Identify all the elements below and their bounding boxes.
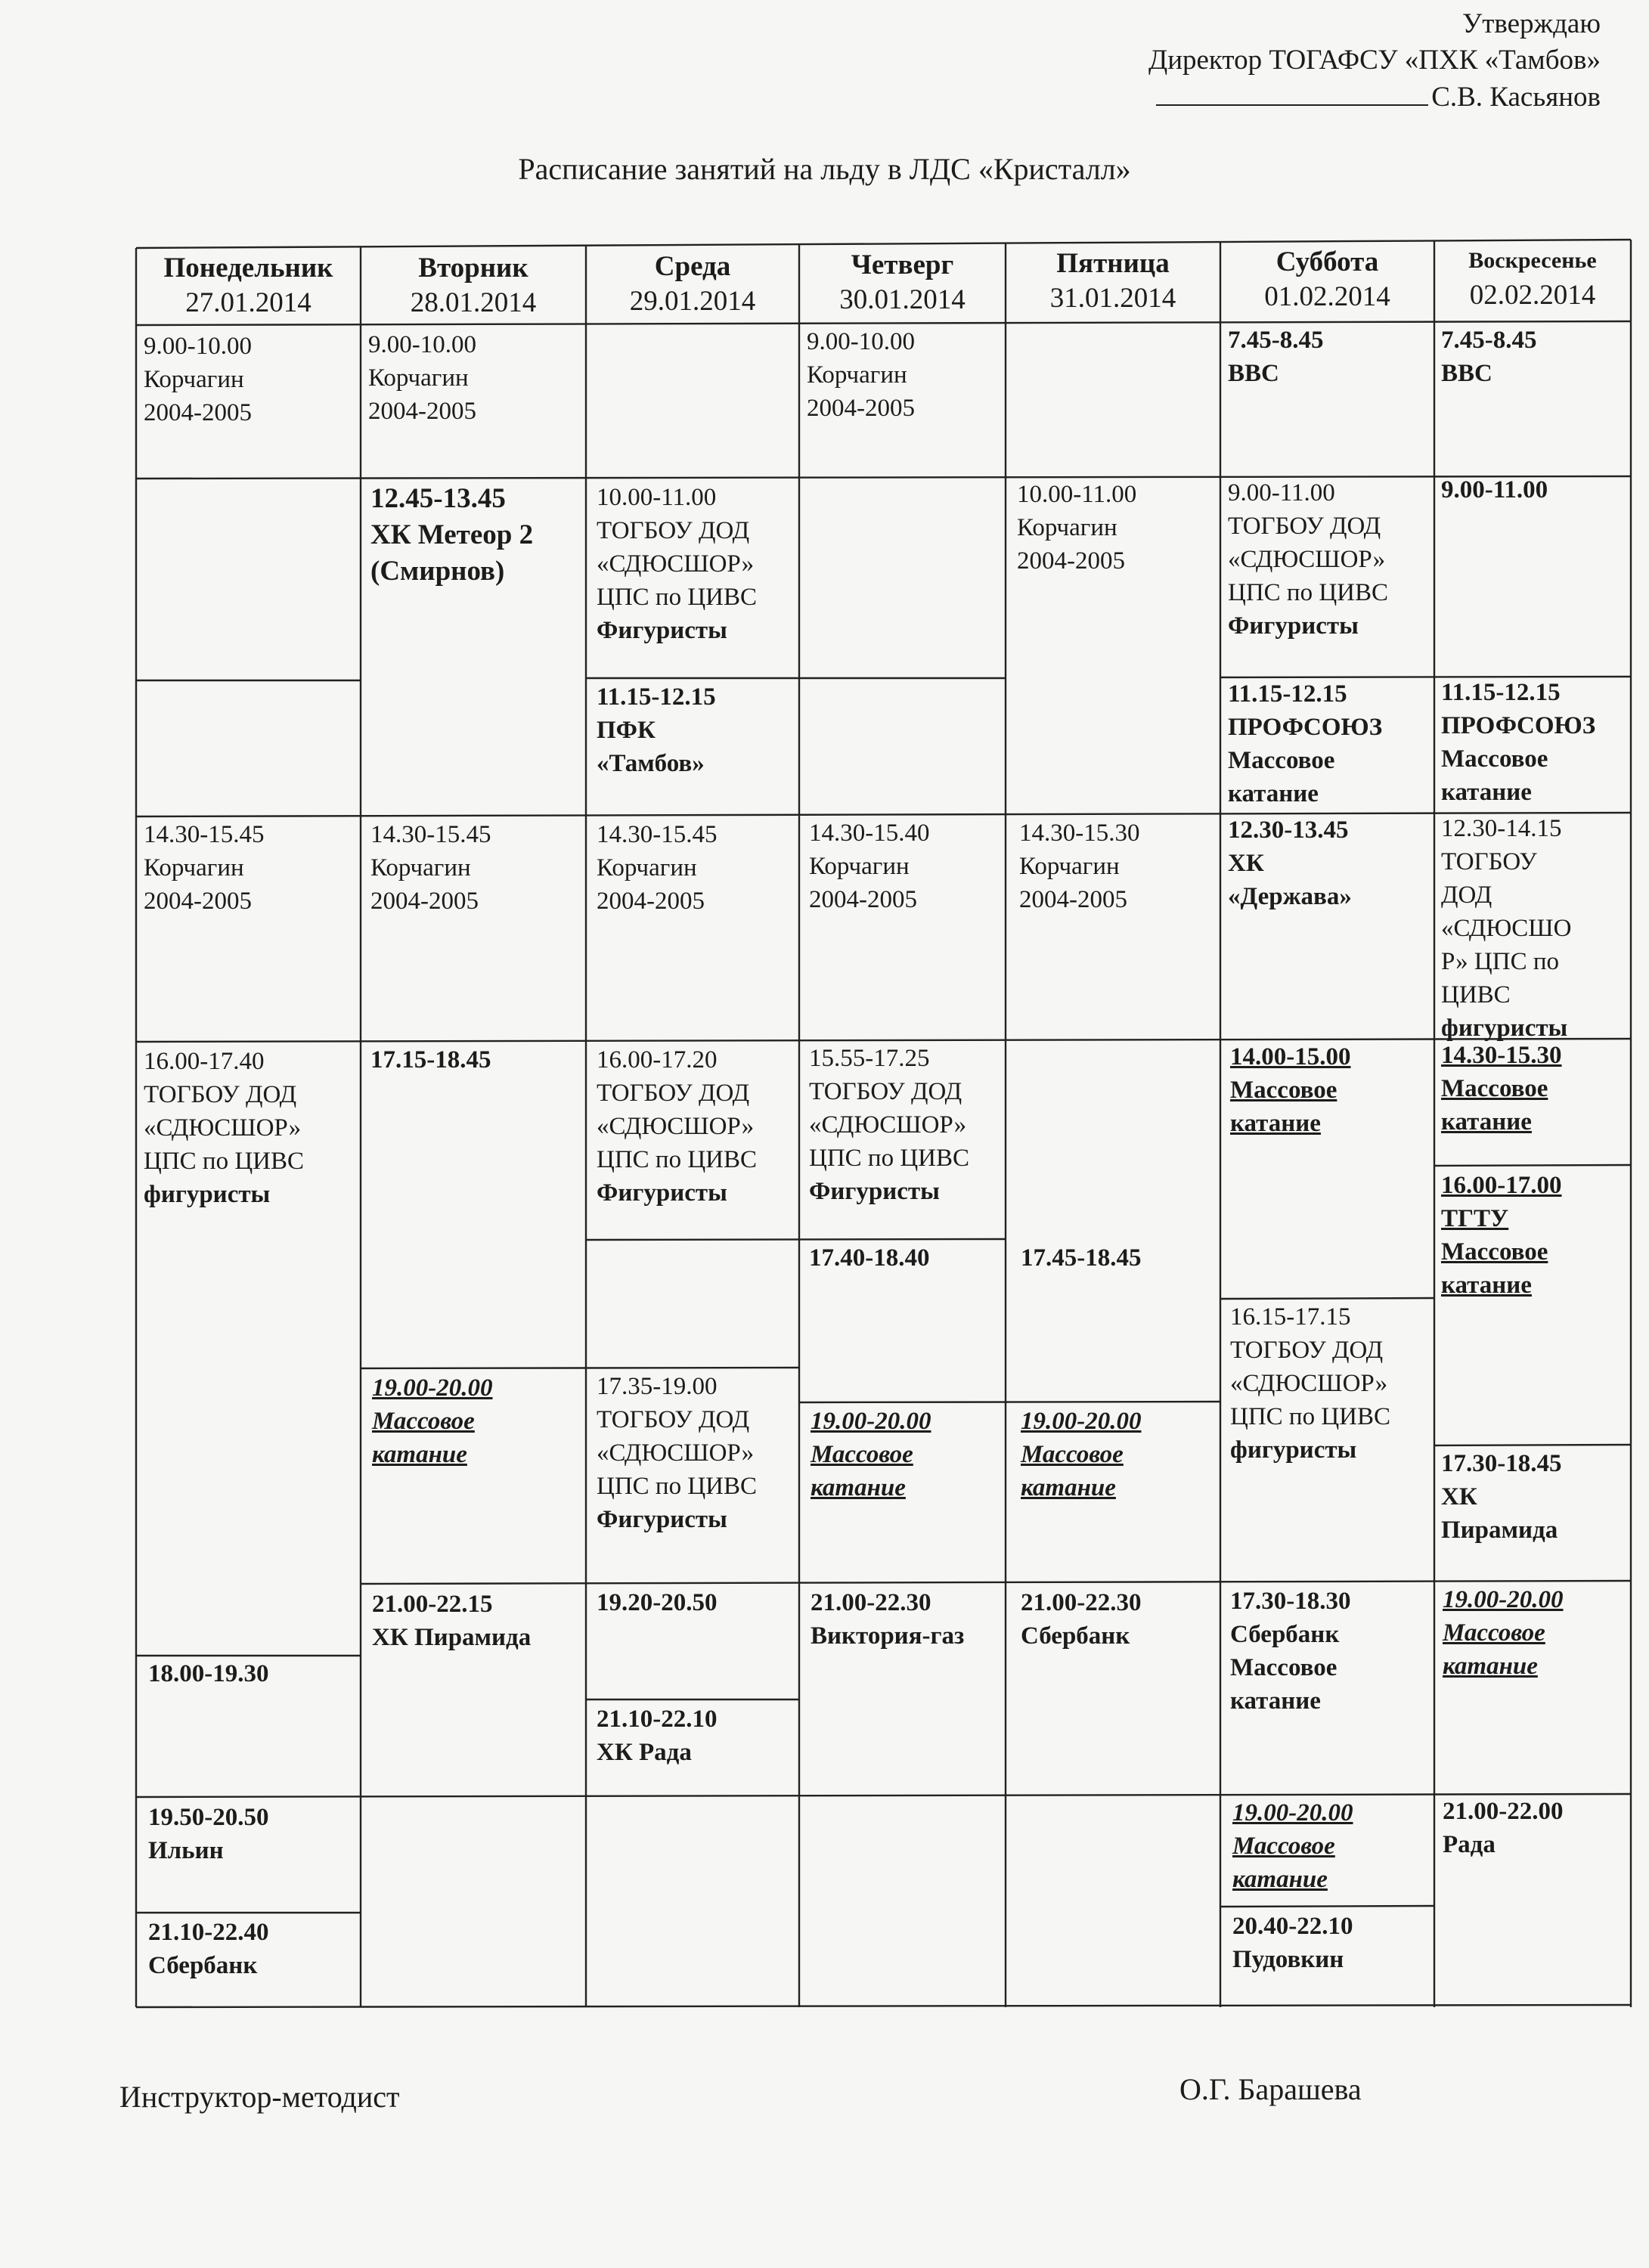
session-fri-4 bbox=[1019, 816, 1140, 916]
footer-position: Инструктор-методист bbox=[119, 2080, 400, 2114]
session-line: Виктория-газ bbox=[811, 1622, 965, 1650]
session-line: ЦПС по ЦИВС bbox=[144, 1148, 305, 1175]
session-line: Рада bbox=[1443, 1831, 1496, 1858]
session-line: Корчагин bbox=[370, 854, 471, 881]
session-sat-6 bbox=[1230, 1300, 1390, 1467]
day-date: 02.02.2014 bbox=[1469, 280, 1596, 311]
session-line: ТОГБОУ bbox=[1441, 848, 1537, 875]
session-line: «СДЮСШОР» bbox=[144, 1114, 302, 1142]
session-line: ХК Рада bbox=[597, 1739, 692, 1766]
session-line: Массовое bbox=[811, 1441, 913, 1468]
session-thu-8 bbox=[811, 1586, 964, 1653]
day-header-6 bbox=[1220, 245, 1434, 314]
day-header-4 bbox=[799, 248, 1006, 318]
session-sat-8 bbox=[1232, 1796, 1353, 1896]
session-sat-5 bbox=[1230, 1040, 1351, 1140]
session-time: 19.00-20.00 bbox=[811, 1408, 931, 1435]
session-line: ХК Пирамида bbox=[372, 1624, 532, 1651]
session-line: катание bbox=[1441, 1108, 1532, 1136]
session-sun-6 bbox=[1441, 1169, 1562, 1302]
session-time: 7.45-8.45 bbox=[1441, 327, 1537, 354]
session-line: 2004-2005 bbox=[1017, 547, 1125, 575]
session-line: Ильин bbox=[148, 1837, 224, 1864]
session-line: ВВС bbox=[1441, 360, 1492, 387]
session-time: 7.45-8.45 bbox=[1228, 327, 1324, 354]
session-line: Фигуристы bbox=[597, 1179, 727, 1207]
session-line: Массовое bbox=[1230, 1654, 1337, 1681]
session-time: 19.00-20.00 bbox=[1021, 1408, 1142, 1435]
day-header-5 bbox=[1006, 246, 1220, 316]
session-sat-7 bbox=[1230, 1585, 1351, 1718]
session-line: ХК bbox=[1228, 850, 1264, 877]
session-line: ДОД bbox=[1441, 881, 1492, 909]
session-line: Массовое bbox=[1021, 1441, 1124, 1468]
document-title: Расписание занятий на льду в ЛДС «Кристалл» bbox=[518, 152, 1131, 186]
session-time: 14.30-15.30 bbox=[1441, 1042, 1562, 1069]
session-mon-8 bbox=[148, 1916, 269, 1982]
session-line: Корчагин bbox=[144, 366, 244, 393]
session-time: 21.10-22.10 bbox=[597, 1706, 718, 1733]
session-line: ТОГБОУ ДОД bbox=[1228, 513, 1381, 540]
session-line: ХК Метеор 2 bbox=[370, 519, 534, 550]
session-line: Фигуристы bbox=[597, 617, 727, 644]
session-line: 2004-2005 bbox=[368, 398, 476, 425]
session-line: катание bbox=[1230, 1687, 1321, 1715]
session-time: 21.00-22.30 bbox=[1021, 1589, 1142, 1616]
session-time: 9.00-11.00 bbox=[1228, 479, 1335, 507]
session-time: 16.00-17.00 bbox=[1441, 1172, 1562, 1199]
session-time: 17.30-18.30 bbox=[1230, 1588, 1351, 1615]
session-sun-5 bbox=[1441, 1039, 1562, 1139]
session-line: Сбербанк bbox=[148, 1952, 258, 1979]
day-name: Четверг bbox=[851, 249, 954, 280]
session-sat-4 bbox=[1228, 813, 1352, 913]
session-time: 17.30-18.45 bbox=[1441, 1450, 1562, 1477]
day-name: Среда bbox=[654, 251, 731, 282]
session-wed-5 bbox=[597, 1043, 757, 1210]
session-line: 2004-2005 bbox=[144, 399, 252, 426]
session-line: Пирамида bbox=[1441, 1517, 1558, 1544]
session-line: ХК bbox=[1441, 1483, 1477, 1510]
session-line: Массовое bbox=[1441, 1075, 1548, 1102]
session-line: фигуристы bbox=[1230, 1436, 1357, 1464]
session-line: фигуристы bbox=[144, 1181, 271, 1208]
session-fri-7 bbox=[1021, 1405, 1142, 1504]
session-time: 18.00-19.30 bbox=[148, 1660, 269, 1687]
session-time: 19.00-20.00 bbox=[1443, 1586, 1564, 1613]
session-tue-1 bbox=[368, 328, 476, 428]
approval-heading: Утверждаю bbox=[1462, 8, 1601, 39]
session-line: 2004-2005 bbox=[597, 888, 705, 915]
session-line: Корчагин bbox=[368, 364, 469, 392]
session-wed-3 bbox=[597, 680, 716, 780]
session-wed-4 bbox=[597, 818, 718, 918]
session-time: 19.20-20.50 bbox=[597, 1589, 718, 1616]
session-line: ТОГБОУ ДОД bbox=[144, 1081, 297, 1108]
session-time: 19.00-20.00 bbox=[1232, 1799, 1353, 1826]
session-line: Фигуристы bbox=[597, 1506, 727, 1533]
session-time: 12.45-13.45 bbox=[370, 483, 506, 514]
session-line: ВВС bbox=[1228, 360, 1279, 387]
session-line: катание bbox=[811, 1474, 906, 1501]
session-line: «СДЮСШОР» bbox=[1228, 546, 1386, 573]
day-header-2 bbox=[361, 251, 586, 321]
session-line: «Тамбов» bbox=[597, 750, 705, 777]
session-time: 19.00-20.00 bbox=[372, 1374, 493, 1402]
day-date: 29.01.2014 bbox=[629, 286, 756, 317]
day-header-7 bbox=[1434, 243, 1631, 313]
day-date: 31.01.2014 bbox=[1049, 283, 1176, 314]
session-time: 11.15-12.15 bbox=[1441, 679, 1561, 706]
session-line: «СДЮСШОР» bbox=[597, 1439, 755, 1467]
session-wed-2 bbox=[597, 481, 789, 647]
session-line: Фигуристы bbox=[809, 1178, 940, 1205]
session-line: Массовое bbox=[1230, 1077, 1337, 1104]
day-date: 27.01.2014 bbox=[185, 287, 312, 318]
session-line: 2004-2005 bbox=[370, 888, 479, 915]
session-time: 21.00-22.30 bbox=[811, 1589, 931, 1616]
session-line: катание bbox=[1230, 1110, 1321, 1137]
session-sun-7 bbox=[1441, 1447, 1562, 1547]
session-sun-1 bbox=[1441, 324, 1537, 390]
session-time: 17.45-18.45 bbox=[1021, 1244, 1142, 1272]
session-tue-2 bbox=[370, 481, 533, 590]
session-line: Р» ЦПС по bbox=[1441, 948, 1560, 975]
session-line: Сбербанк bbox=[1230, 1621, 1340, 1648]
session-sat-3 bbox=[1228, 677, 1382, 810]
day-header-1 bbox=[136, 251, 361, 321]
session-time: 17.35-19.00 bbox=[597, 1373, 718, 1400]
session-line: Корчагин bbox=[597, 854, 697, 881]
session-thu-1 bbox=[807, 325, 915, 425]
session-time: 16.00-17.20 bbox=[597, 1046, 718, 1074]
session-time: 14.00-15.00 bbox=[1230, 1043, 1351, 1070]
session-time: 19.50-20.50 bbox=[148, 1804, 269, 1831]
session-line: (Смирнов) bbox=[370, 556, 505, 587]
session-fri-8 bbox=[1021, 1586, 1142, 1653]
session-sun-4 bbox=[1441, 812, 1592, 1045]
session-line: Массовое bbox=[1228, 747, 1335, 774]
session-time: 14.30-15.45 bbox=[144, 821, 265, 848]
session-line: ТОГБОУ ДОД bbox=[597, 1080, 750, 1107]
session-line: ЦПС по ЦИВС bbox=[1228, 579, 1389, 606]
session-time: 16.00-17.40 bbox=[144, 1048, 265, 1075]
session-line: 2004-2005 bbox=[1019, 886, 1127, 913]
session-wed-7 bbox=[597, 1586, 718, 1619]
session-line: Пудовкин bbox=[1232, 1946, 1344, 1973]
approval-signer: С.В. Касьянов bbox=[1431, 82, 1601, 113]
session-mon-1 bbox=[144, 330, 252, 429]
session-line: ЦПС по ЦИВС bbox=[597, 584, 758, 611]
session-time: 11.15-12.15 bbox=[1228, 680, 1347, 708]
session-time: 9.00-10.00 bbox=[144, 333, 252, 360]
session-line: Массовое bbox=[1441, 745, 1548, 773]
session-time: 14.30-15.45 bbox=[370, 821, 491, 848]
session-time: 14.30-15.40 bbox=[809, 820, 930, 847]
session-time: 9.00-10.00 bbox=[807, 328, 915, 355]
session-line: катание bbox=[1441, 1272, 1532, 1299]
session-line: «СДЮСШОР» bbox=[597, 550, 755, 578]
session-line: «СДЮСШОР» bbox=[809, 1111, 967, 1139]
session-thu-6 bbox=[809, 1241, 930, 1275]
session-line: катание bbox=[1441, 779, 1532, 806]
session-time: 17.15-18.45 bbox=[370, 1046, 491, 1074]
session-line: катание bbox=[1021, 1474, 1116, 1501]
session-thu-4 bbox=[809, 816, 930, 916]
session-line: Корчагин bbox=[807, 361, 907, 389]
session-tue-6 bbox=[372, 1371, 493, 1471]
session-line: ТГТУ bbox=[1441, 1205, 1509, 1232]
session-time: 14.30-15.30 bbox=[1019, 820, 1140, 847]
session-line: ТОГБОУ ДОД bbox=[597, 1406, 750, 1433]
session-time: 21.00-22.00 bbox=[1443, 1798, 1564, 1825]
session-thu-5 bbox=[809, 1042, 969, 1208]
session-line: ТОГБОУ ДОД bbox=[597, 517, 750, 544]
session-line: катание bbox=[1443, 1653, 1538, 1680]
day-name: Понедельник bbox=[163, 253, 333, 284]
day-name: Пятница bbox=[1056, 248, 1170, 279]
session-line: ЦПС по ЦИВС bbox=[597, 1146, 758, 1173]
session-line: ТОГБОУ ДОД bbox=[1230, 1337, 1384, 1364]
session-fri-6 bbox=[1021, 1241, 1142, 1275]
session-time: 11.15-12.15 bbox=[597, 683, 716, 711]
session-time: 21.10-22.40 bbox=[148, 1919, 269, 1946]
session-line: Сбербанк bbox=[1021, 1622, 1130, 1650]
session-time: 12.30-14.15 bbox=[1441, 815, 1562, 842]
session-line: катание bbox=[372, 1441, 467, 1468]
session-line: Массовое bbox=[1441, 1238, 1548, 1266]
session-time: 9.00-11.00 bbox=[1441, 476, 1548, 503]
session-mon-6 bbox=[148, 1657, 269, 1690]
session-tue-7 bbox=[372, 1588, 531, 1654]
session-sat-9 bbox=[1232, 1910, 1353, 1976]
session-line: Массовое bbox=[1232, 1833, 1335, 1860]
session-line: «СДЮСШО bbox=[1441, 915, 1572, 942]
session-line: ЦПС по ЦИВС bbox=[809, 1145, 970, 1172]
session-mon-7 bbox=[148, 1801, 269, 1867]
session-time: 12.30-13.45 bbox=[1228, 816, 1349, 844]
session-line: ЦИВС bbox=[1441, 981, 1511, 1009]
session-line: Корчагин bbox=[1019, 853, 1120, 880]
session-line: Корчагин bbox=[809, 853, 910, 880]
session-line: фигуристы bbox=[1441, 1015, 1568, 1042]
session-tue-4 bbox=[370, 818, 491, 918]
session-time: 10.00-11.00 bbox=[597, 484, 717, 511]
day-header-3 bbox=[586, 249, 799, 319]
session-line: 2004-2005 bbox=[807, 395, 915, 422]
session-time: 10.00-11.00 bbox=[1017, 481, 1137, 508]
session-thu-7 bbox=[811, 1405, 931, 1504]
session-time: 20.40-22.10 bbox=[1232, 1913, 1353, 1940]
session-time: 16.15-17.15 bbox=[1230, 1303, 1351, 1331]
session-line: Массовое bbox=[372, 1408, 475, 1435]
session-line: ЦПС по ЦИВС bbox=[597, 1473, 758, 1500]
session-fri-2 bbox=[1017, 478, 1136, 578]
session-mon-5 bbox=[144, 1045, 348, 1211]
session-line: катание bbox=[1228, 780, 1319, 807]
session-time: 14.30-15.45 bbox=[597, 821, 718, 848]
session-wed-8 bbox=[597, 1703, 718, 1769]
session-line: ПРОФСОЮЗ bbox=[1228, 714, 1383, 741]
session-wed-6 bbox=[597, 1370, 757, 1536]
session-line: Фигуристы bbox=[1228, 612, 1359, 640]
session-line: «Держава» bbox=[1228, 883, 1352, 910]
session-line: Корчагин bbox=[144, 854, 244, 881]
session-time: 15.55-17.25 bbox=[809, 1045, 930, 1072]
session-line: «СДЮСШОР» bbox=[597, 1113, 755, 1140]
day-name: Вторник bbox=[418, 253, 528, 284]
day-name: Воскресенье bbox=[1468, 248, 1597, 273]
day-date: 01.02.2014 bbox=[1264, 281, 1390, 312]
day-name: Суббота bbox=[1275, 246, 1379, 277]
session-sun-8 bbox=[1443, 1583, 1564, 1683]
session-mon-4 bbox=[144, 818, 265, 918]
session-sun-3 bbox=[1441, 676, 1595, 809]
session-line: ТОГБОУ ДОД bbox=[809, 1078, 962, 1105]
session-line: Массовое bbox=[1443, 1619, 1545, 1647]
session-line: 2004-2005 bbox=[144, 888, 252, 915]
session-tue-5 bbox=[370, 1043, 491, 1077]
session-time: 17.40-18.40 bbox=[809, 1244, 930, 1272]
footer-name: О.Г. Барашева bbox=[1179, 2072, 1362, 2106]
session-time: 9.00-10.00 bbox=[368, 331, 476, 358]
session-sun-2 bbox=[1441, 473, 1548, 507]
session-line: ПРОФСОЮЗ bbox=[1441, 712, 1596, 739]
session-line: 2004-2005 bbox=[809, 886, 917, 913]
session-line: ПФК bbox=[597, 717, 656, 744]
session-sat-1 bbox=[1228, 324, 1324, 390]
session-sun-9 bbox=[1443, 1795, 1564, 1861]
approval-director: Директор ТОГАФСУ «ПХК «Тамбов» bbox=[1148, 45, 1601, 76]
day-date: 28.01.2014 bbox=[410, 287, 537, 318]
session-line: ЦПС по ЦИВС bbox=[1230, 1403, 1391, 1430]
session-line: «СДЮСШОР» bbox=[1230, 1370, 1388, 1397]
session-line: Корчагин bbox=[1017, 514, 1117, 541]
session-time: 21.00-22.15 bbox=[372, 1591, 493, 1618]
session-line: катание bbox=[1232, 1866, 1328, 1893]
day-date: 30.01.2014 bbox=[839, 284, 966, 315]
session-sat-2 bbox=[1228, 476, 1388, 643]
